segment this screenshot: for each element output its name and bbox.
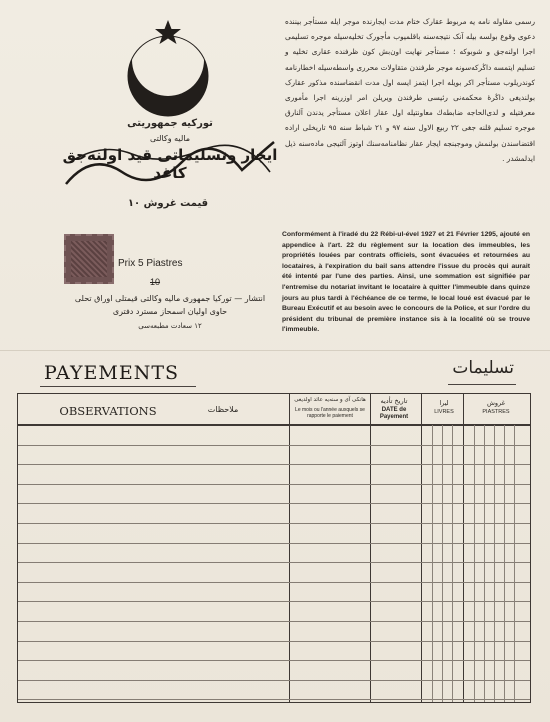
- french-notice-paragraph: Conformément à l'iradé du 22 Rébi-ul-ével 1927 et 21 Février 1295, ajouté en appendice à l'art. 22 du règlement sur la location des immeubles, les propriétés louées par contrats officiels, sont évacuées et retournées au locataires, à l'expiration du bail sans attendre l'issue du procès qui aurait été intenté par l'une des parties. Ainsi, une sommation est signifiée par l'entremise du notariat invitant le locataire à quitter l'immeuble dans quinze jours au plus tardi à l'échéance de ce terme, le local loué est évacué par le Bureau Exécutif et au besoin avec le concours de la Police, et sur l'ordre du président du tribunal de première instance sis à la localité où se trouve l'immeuble.: [282, 231, 530, 334]
- livres-header-ar: لیرا: [439, 399, 449, 407]
- header-subtitle: مالیه وکالتی: [149, 134, 191, 143]
- publisher-line-1: انتشار — تورکیا جمهوری مالیه وکالتی قیمتلی اوراق تحلی: [74, 294, 266, 303]
- table-row-line: [18, 484, 530, 485]
- printer-line: ١٢ سعادت مطبعه‌سی: [138, 322, 202, 330]
- table-row-line: [18, 699, 530, 700]
- turkish-notice-paragraph: رسمی مقاوله نامه یه مربوط عقارک ختام مدت ایجارنده موجر ایله مستأجر بیننده دعوی وقوع بولسه بیله آنک نتیجه‌سنه باقلمیوب مأجورک تخلیه‌سیله موجره تسلیمی اجرا اولنه‌جق و شوبوکه ؛ مستأجر نهایت اون‌بش کون ظرفنده عقاری تخلیه و تسلیم ایتمسه داڭرکه‌سونه موجر طرفندن متقاولات محرری واسطه‌سیله اخطارنامه کوندریلوب مستأجر اکر بویله اجرا ایتمز ایسه اول مدت انقضاسنده مذکور عقارک بولندیغی داڭرهٔ محکمه‌نی رئیسی طرفندن ویریلن امر اوزرینه اجرا مأموری معرفتیله و لدی‌الحاجه ضابطه‌ك معاونتیله اول عقار اعلان مستأجر یدندن آلنارق موجره تسلیم قلنه جغی ٢٢ ربیع الاول سنه ٩٧ و ٢١ شباط سنه ٩٥ تاریخلی اراده اقتضاسندن بولنمش وموجبنجه ایجار عقار نظامنامه‌سنك اوتوز آلتیجی ماده‌سنه ذیل ایدلمشدر .: [285, 17, 535, 163]
- table-row-line: [18, 523, 530, 524]
- month-header-ar: هانکی آی و سنه‌یه عائد اولدیغی: [294, 397, 366, 403]
- sub-column-line: [442, 425, 443, 702]
- stamp-price-text: Prix 5 Piastres: [118, 258, 183, 269]
- table-row-line: [18, 543, 530, 544]
- revenue-stamp: [64, 234, 114, 284]
- date-header-ar: تاریخ تأدیه: [380, 397, 408, 405]
- observations-header: OBSERVATIONS: [59, 404, 157, 418]
- col-divider-month: [370, 394, 371, 702]
- payments-title: PAYEMENTS: [44, 362, 180, 384]
- date-header: DATE de Payement: [379, 407, 409, 420]
- table-row-line: [18, 445, 530, 446]
- col-divider-livres: [463, 394, 464, 702]
- sub-column-line: [494, 425, 495, 702]
- table-row-line: [18, 680, 530, 681]
- sub-column-line: [452, 425, 453, 702]
- header-title: تورکیه جمهوریتی: [127, 118, 213, 129]
- table-row-line: [18, 562, 530, 563]
- publisher-line-2: حاوی اولیان اسمحاز مسترد دفتری: [112, 307, 228, 316]
- table-row-line: [18, 582, 530, 583]
- header-separator: [18, 424, 530, 426]
- livres-header: LIVRES: [434, 409, 454, 415]
- table-row-line: [18, 660, 530, 661]
- piastres-header: PIASTRES: [482, 409, 510, 415]
- payments-title-ar-underline: [448, 384, 516, 385]
- sub-column-line: [514, 425, 515, 702]
- payments-title-ar: تسلیمات: [452, 358, 514, 378]
- sub-column-line: [474, 425, 475, 702]
- calligraphy-title: ایجار وتسلیماتی قید اولنه‌جق کاغد: [62, 146, 278, 182]
- piastres-header-ar: غروش: [486, 399, 506, 407]
- month-header: Le mois ou l'année auxquels se rapporte le paiement: [295, 407, 365, 419]
- table-row-line: [18, 503, 530, 504]
- table-row-line: [18, 621, 530, 622]
- table-row-line: [18, 601, 530, 602]
- payments-title-underline: [40, 386, 196, 387]
- payments-table: [17, 393, 531, 703]
- fold-line: [0, 350, 550, 351]
- observations-header-ar: ملاحظات: [207, 405, 239, 414]
- crescent-star-emblem: [118, 18, 218, 118]
- sub-column-line: [484, 425, 485, 702]
- col-divider-observations: [289, 394, 290, 702]
- sub-column-line: [504, 425, 505, 702]
- sub-column-line: [432, 425, 433, 702]
- stamp-number: 10: [150, 277, 161, 287]
- table-row-line: [18, 464, 530, 465]
- col-divider-date: [421, 394, 422, 702]
- price-label: قیمت غروش ١٠: [127, 198, 209, 209]
- table-row-line: [18, 641, 530, 642]
